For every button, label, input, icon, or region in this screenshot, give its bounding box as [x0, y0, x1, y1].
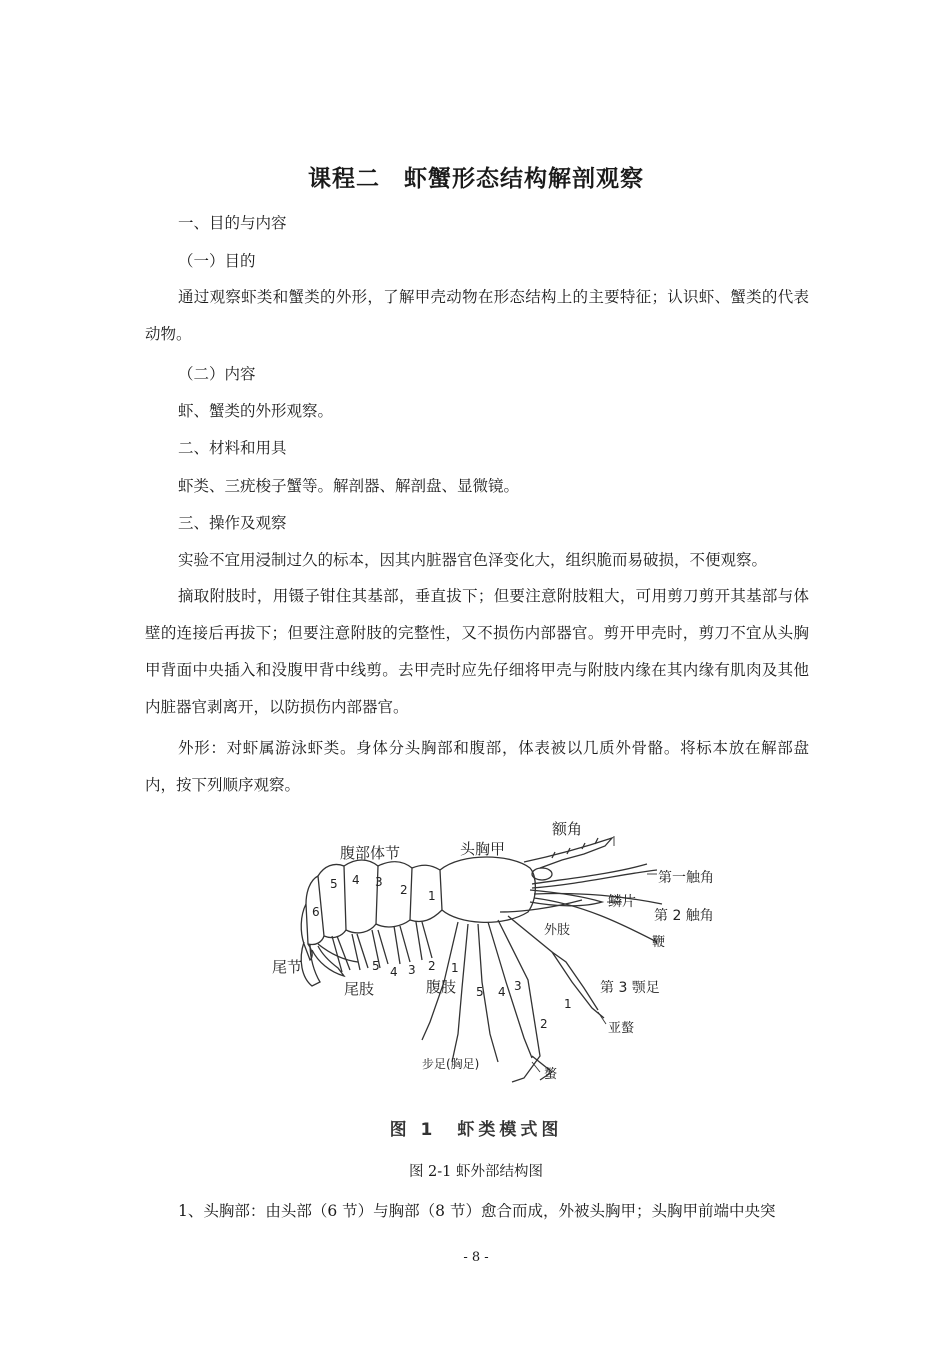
paragraph-procedure: 摘取附肢时，用镊子钳住其基部，垂直拔下；但要注意附肢粗大，可用剪刀剪开其基部与体壁的连接后再拔下；但要注意附肢的完整性，又不损伤内部器官。剪开甲壳时，剪刀不宜从头胸甲背面中央插入和没腹甲背中线剪。去甲壳时应先仔细将甲壳与附肢内缘在其内缘有肌肉及其他内脏器官剥离开，以防损伤内部器官。 [145, 587, 809, 716]
label-maxilliped3: 第 3 颚足 [600, 980, 660, 996]
label-rostrum: 额角 [552, 820, 583, 838]
page-number: - 8 - [463, 1250, 489, 1265]
telson-shape [301, 942, 320, 986]
segment-number: 3 [375, 875, 383, 889]
leg-number: 1 [564, 997, 572, 1011]
shrimp-diagram [262, 812, 714, 1152]
page-title: 课程二 虾蟹形态结构解剖观察 [308, 166, 644, 192]
label-flagellum: 鞭 [652, 935, 666, 950]
segment-number: 5 [330, 877, 338, 891]
section-heading-3: 三、操作及观察 [178, 514, 287, 532]
label-antenna1: 第一触角 [658, 870, 714, 886]
label-carapace: 头胸甲 [460, 840, 506, 858]
label-exopod: 外肢 [544, 923, 571, 938]
eye-shape [532, 868, 552, 880]
carapace-shape [440, 857, 535, 922]
figure-inner-title: 图 1 虾类模式图 [389, 1120, 563, 1140]
leg-number: 5 [476, 985, 484, 999]
paragraph-materials: 虾类、三疣梭子蟹等。解剖器、解剖盘、显微镜。 [178, 477, 520, 495]
pleopod-number: 2 [428, 959, 436, 973]
subheading-purpose: （一）目的 [178, 252, 256, 270]
segment-number: 6 [312, 905, 320, 919]
subheading-content: （二）内容 [178, 365, 256, 383]
label-chela: 螯 [544, 1067, 558, 1082]
label-uropod: 尾肢 [344, 980, 375, 998]
label-subchela: 亚螯 [608, 1021, 635, 1036]
label-walking-legs: 步足(胸足) [422, 1057, 480, 1071]
pleopod-number: 1 [451, 961, 459, 975]
paragraph-external: 外形：对虾属游泳虾类。身体分头胸部和腹部，体表被以几质外骨骼。将标本放在解部盘内，按下列顺序观察。 [145, 739, 809, 794]
section-heading-1: 一、目的与内容 [178, 214, 287, 232]
paragraph-specimen: 实验不宜用浸制过久的标本，因其内脏器官色泽变化大，组织脆而易破损，不便观察。 [178, 551, 768, 569]
label-antenna2: 第 2 触角 [654, 908, 714, 924]
segment-number: 2 [400, 883, 408, 897]
figure-caption: 图 2-1 虾外部结构图 [408, 1164, 544, 1180]
shrimp-drawing [262, 812, 714, 1152]
segment-number: 1 [428, 889, 436, 903]
abdomen-segment-1 [410, 865, 442, 921]
section-heading-2: 二、材料和用具 [178, 439, 287, 457]
leg-number: 4 [498, 985, 506, 999]
paragraph-cephalothorax: 1、头胸部：由头部（6 节）与胸部（8 节）愈合而成，外被头胸甲；头胸甲前端中央突 [178, 1202, 776, 1220]
leg-number: 2 [540, 1017, 548, 1031]
label-abdomen-segments: 腹部体节 [340, 844, 401, 862]
label-pleopod: 腹肢 [426, 978, 457, 996]
paragraph-content: 虾、蟹类的外形观察。 [178, 402, 334, 420]
pleopod-number: 4 [390, 965, 398, 979]
label-scale: 鳞片 [608, 894, 636, 910]
abdomen-segment-4 [318, 864, 346, 937]
pleopod-number: 5 [372, 959, 380, 973]
paragraph-purpose: 通过观察虾类和蟹类的外形，了解甲壳动物在形态结构上的主要特征；认识虾、蟹类的代表动物。 [145, 288, 809, 343]
label-telson: 尾节 [272, 958, 303, 976]
pleopod-number: 3 [408, 963, 416, 977]
abdomen-segment-3 [344, 860, 378, 933]
leg-number: 3 [514, 979, 522, 993]
segment-number: 4 [352, 873, 360, 887]
